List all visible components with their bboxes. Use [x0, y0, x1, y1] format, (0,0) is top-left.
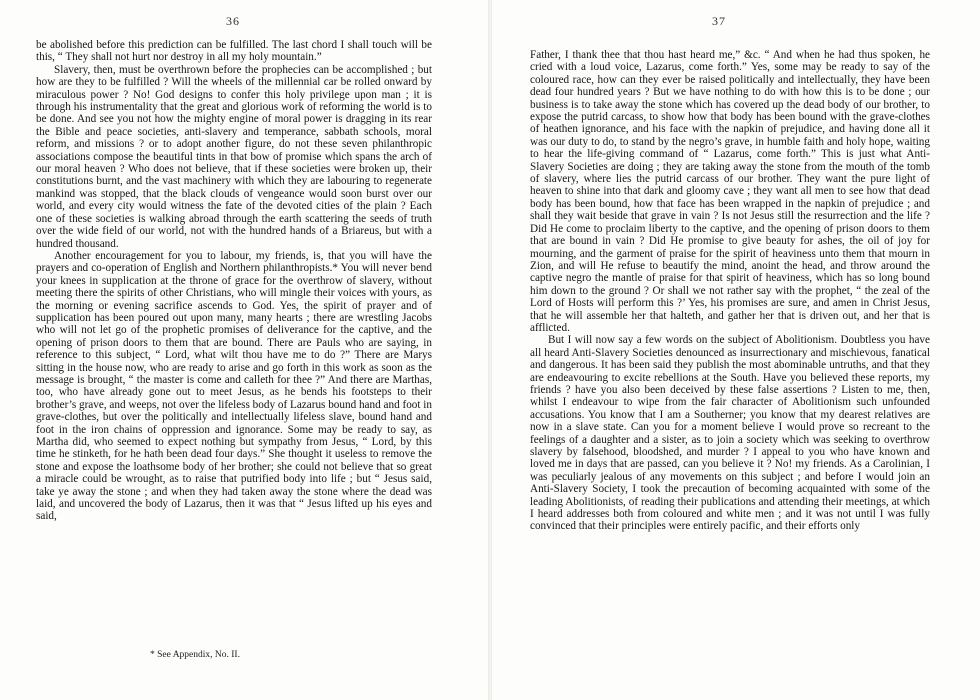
right-page — [492, 0, 980, 700]
right-page-text — [530, 49, 930, 533]
paragraph: But I will now say a few words on the subject of Abolitionism. Doubtless you have all heard Anti-Slavery Societies denounced as insurrectionary and mischievous, fanatical and dangerous. It has been said they publish the most abominable untruths, and that they are endeavouring to excite rebellions at the South. Have you believed these reports, my friends ? have you also been deceived by these false assertions ? Listen to me, then, whilst I endeavour to wipe from the fair character of Abolitionism such unfounded accusations. You know that I am a Southerner; you know that my dearest relatives are now in a slave state. Can you for a moment believe I would prove so recreant to the feelings of a daughter and a sister, as to join a society which was seeking to overthrow slavery by falsehood, bloodshed, and murder ? I appeal to you who have known and loved me in days that are passed, can you believe it ? No! my friends. As a Carolinian, I was peculiarly jealous of any movements on this subject ; and before I would join an Anti-Slavery Society, I took the precaution of becoming acquainted with some of the leading Abolitionists, of reading their publications and attending their meetings, at which I heard addresses both from coloured and white men ; and it was not until I was fully convinced that their principles were entirely pacific, and their efforts only — [530, 334, 930, 533]
paragraph: Another encouragement for you to labour, my friends, is, that you will have the prayers and co-operation of English and Northern philanthropists.* You will never bend your knees in supplication at the throne of grace for the overthrow of slavery, without meeting there the spirits of other Christians, who will mingle their voices with yours, as the morning or evening sacrifice ascends to God. Yes, the spirit of prayer and of supplication has been poured out upon many, many hearts ; there are wrestling Jacobs who will not let go of the prophetic promises of deliverance for the captive, and the opening of prison doors to them that are bound. There are Pauls who are saying, in reference to this subject, “ Lord, what wilt thou have me to do ?” There are Marys sitting in the house now, who are ready to arise and go forth in this work as soon as the message is brought, “ the master is come and calleth for thee ?” And there are Marthas, too, who have already gone out to meet Jesus, as he bends his footsteps to their brother’s grave, and weeps, not over the lifeless body of Lazarus bound hand and foot in grave-clothes, but over the politically and intellectually lifeless slave, bound hand and foot in the iron chains of oppression and ignorance. Some may be ready to say, as Martha did, who seemed to expect nothing but sympathy from Jesus, “ Lord, by this time he stinketh, for he hath been dead four days.” She thought it useless to remove the stone and expose the loathsome body of her brother; she could not believe that so great a miracle could be wrought, as to raise that putrified body into life ; but “ Jesus said, take ye away the stone ; and when they had taken away the stone where the dead was laid, and uncovered the body of Lazarus, then it was that “ Jesus lifted up his eyes and said, — [36, 249, 432, 523]
left-page-number: 36 — [226, 14, 240, 28]
paragraph: be abolished before this prediction can be fulfilled. The last chord I shall touch will be this, “ They shall not hurt nor destroy in all my holy mountain.” — [36, 39, 432, 64]
paragraph: Slavery, then, must be overthrown before the prophecies can be accomplished ; but how are they to be fulfilled ? Will the wheels of the millennial car be rolled onward by miraculous power ? No! God designs to confer this holy privilege upon man ; it is through his instrumentality that the great and glorious work of reforming the world is to be done. And see you not how the mighty engine of moral power is dragging in its rear the Bible and peace societies, anti-slavery and temperance, sabbath schools, moral reform, and missions ? or to adopt another figure, do not these seven philanthropic associations compose the beautiful tints in that bow of promise which spans the arch of our moral heaven ? Who does not believe, that if these societies were broken up, their constitutions burnt, and the vast machinery with which they are labouring to regenerate mankind was stopped, that the black clouds of vengeance would soon burst over our world, and every city would witness the fate of the devoted cities of the plain ? Each one of these societies is walking abroad through the earth scattering the seeds of truth over the wide field of our world, not with the hundred hands of a Briareus, but with a hundred thousand. — [36, 63, 432, 250]
footnote: * See Appendix, No. II. — [150, 650, 240, 660]
left-page — [0, 0, 488, 700]
left-page-text — [36, 39, 432, 523]
right-page-number: 37 — [712, 14, 726, 28]
paragraph: Father, I thank thee that thou hast heard me,” &c. “ And when he had thus spoken, he cried with a loud voice, Lazarus, come forth.” Yes, some may be ready to say of the coloured race, how can they ever be raised politically and intellectually, they have been dead four hundred years ? But we have nothing to do with how this is to be done ; our business is to take away the stone which has covered up the dead body of our brother, to expose the putrid carcass, to show how that body has been bound with the grave-clothes of heathen ignorance, and his face with the napkin of prejudice, and having done all it was our duty to do, to stand by the negro’s grave, in humble faith and holy hope, waiting to hear the life-giving command of “ Lazarus, come forth.” This is just what Anti-Slavery Societies are doing ; they are taking away the stone from the mouth of the tomb of slavery, where lies the putrid carcass of our brother. They want the pure light of heaven to shine into that dark and gloomy cave ; they want all men to see how that dead body has been bound, how that face has been wrapped in the napkin of prejudice ; and shall they wait beside that grave in vain ? Is not Jesus still the resurrection and the life ? Did He come to proclaim liberty to the captive, and the opening of prison doors to them that are bound in vain ? Did He promise to give beauty for ashes, the oil of joy for mourning, and the garment of praise for the spirit of heaviness unto them that mourn in Zion, and will He refuse to beautify the mind, anoint the head, and throw around the captive negro the mantle of praise for that spirit of heaviness, which has so long bound him down to the ground ? Or shall we not rather say with the prophet, “ the zeal of the Lord of Hosts will perform this ?’ Yes, his promises are sure, and amen in Christ Jesus, that he will assemble her that halteth, and gather her that is driven out, and her that is afflicted. — [530, 49, 930, 334]
